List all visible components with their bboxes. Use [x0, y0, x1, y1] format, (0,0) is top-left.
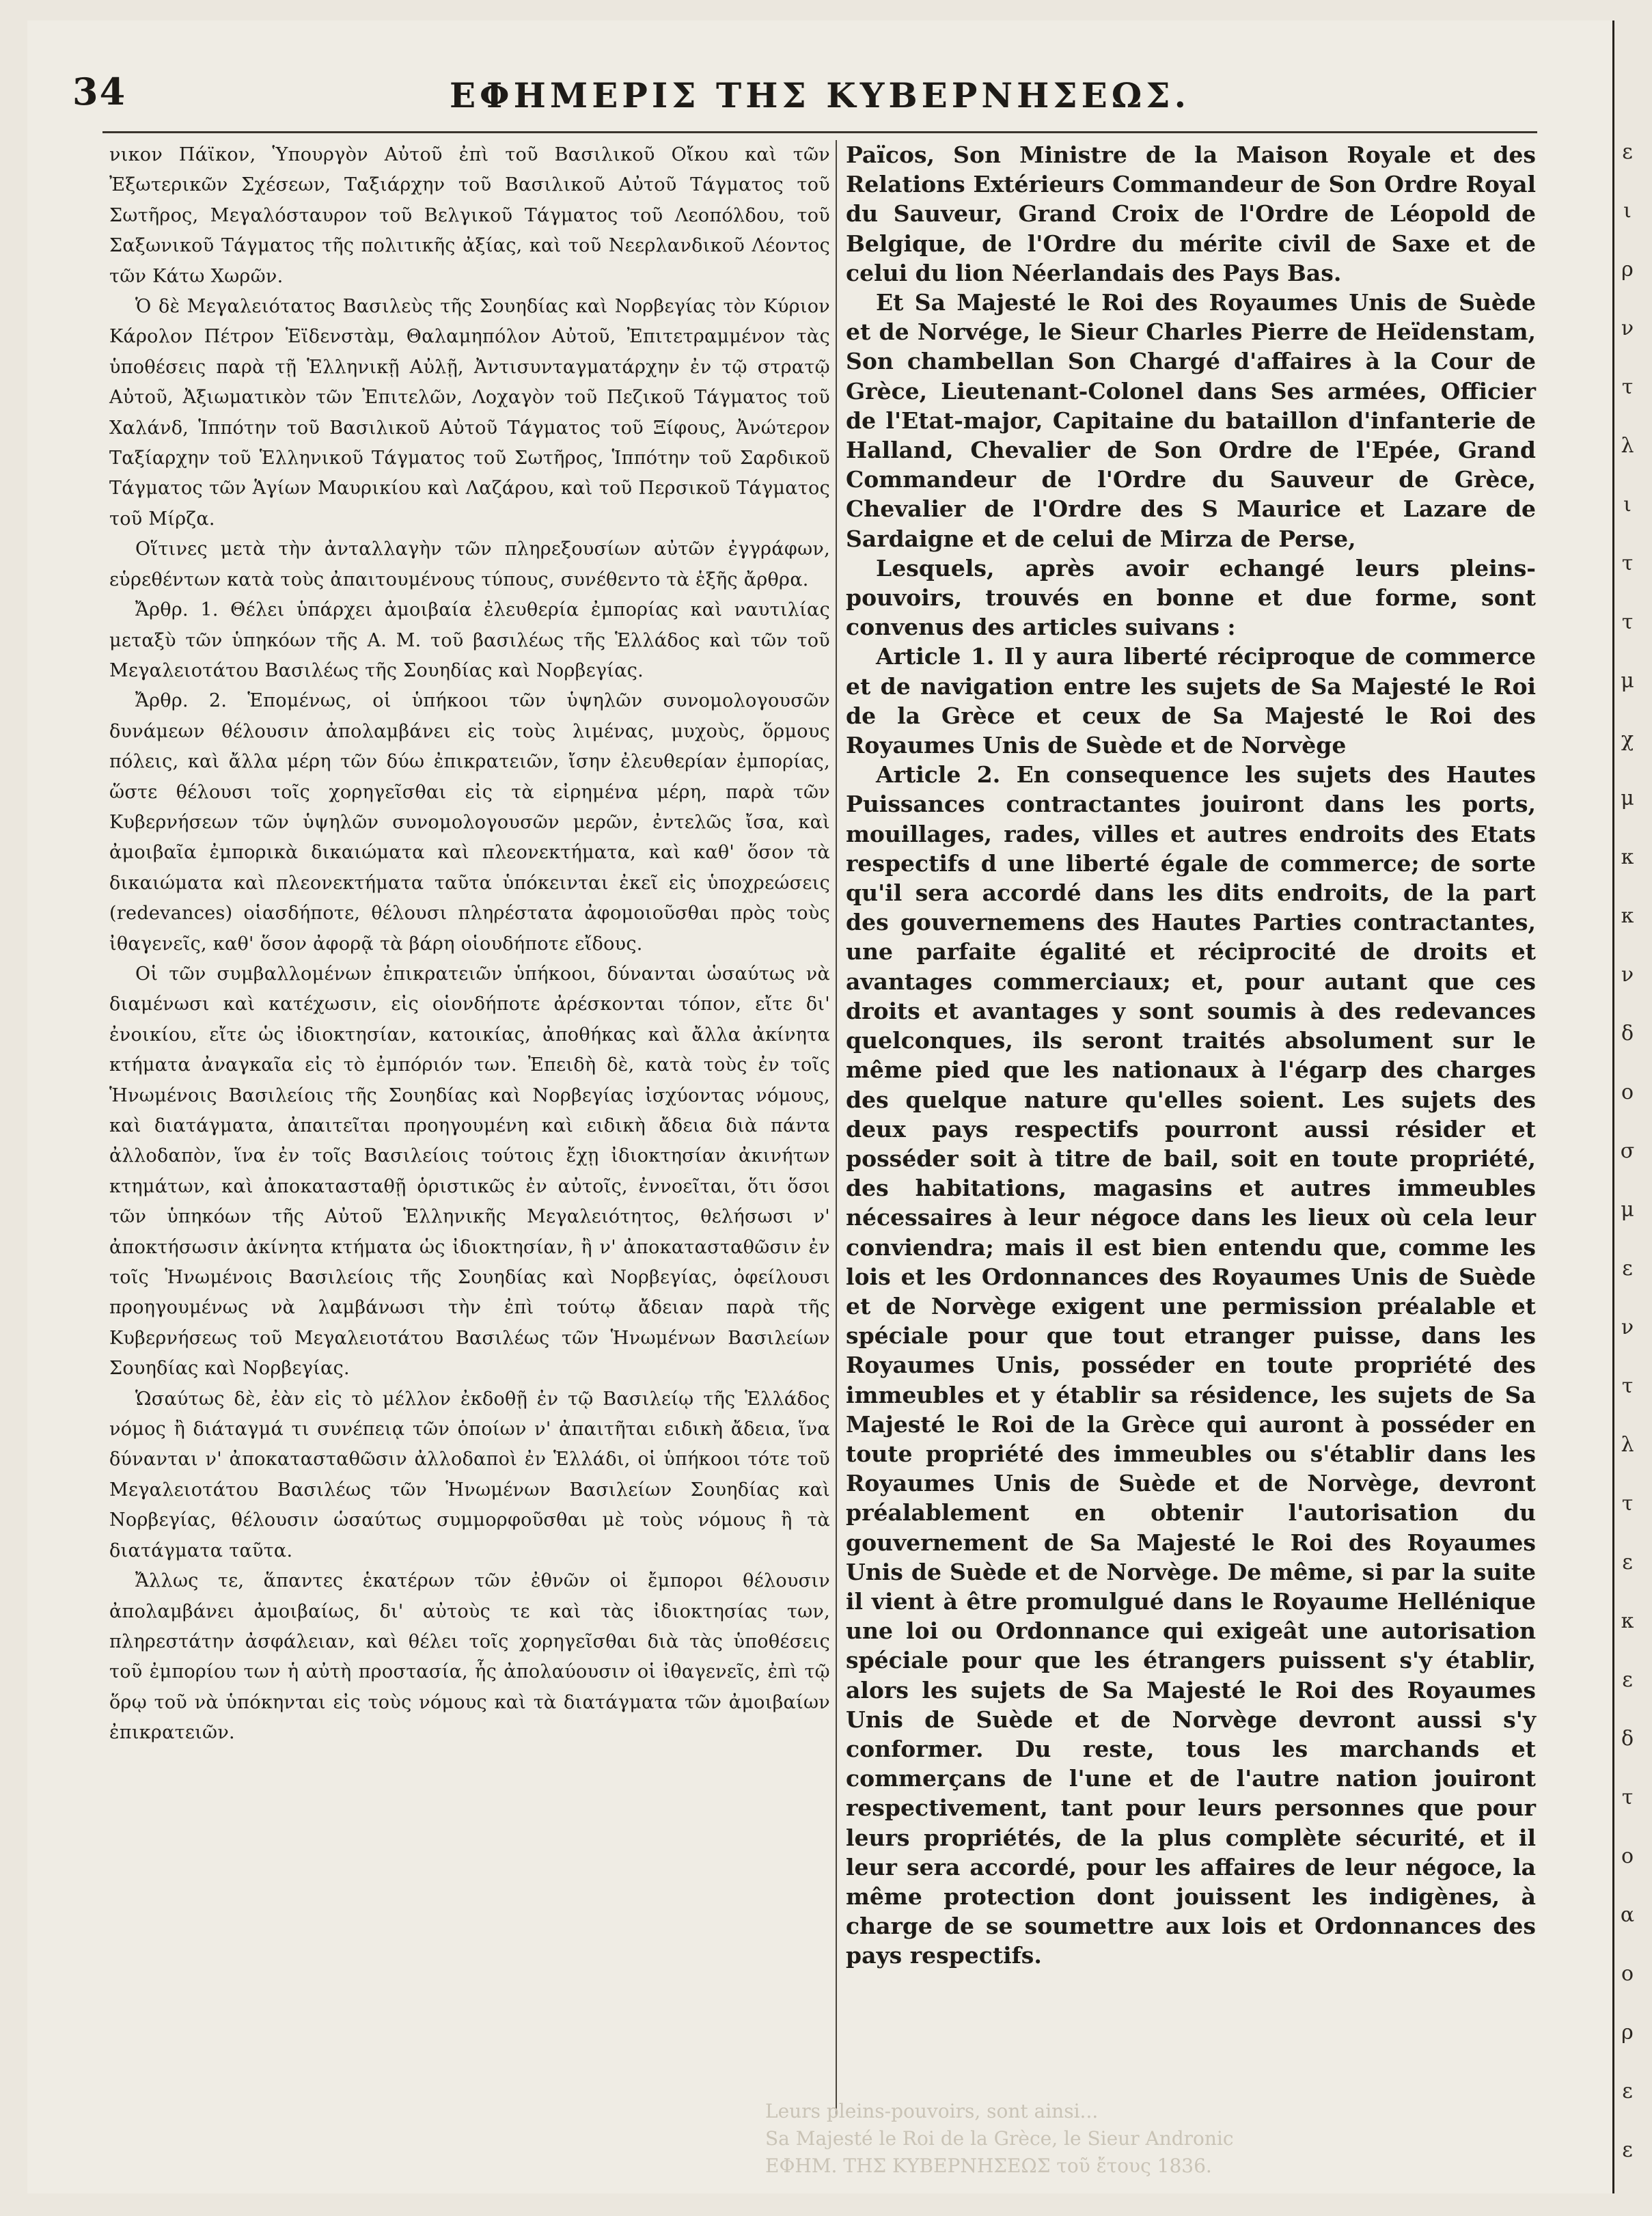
edge-letter: χ — [1621, 728, 1634, 752]
edge-letter: κ — [1621, 1609, 1634, 1633]
edge-letter: τ — [1621, 1374, 1634, 1398]
french-paragraph: Païcos, Son Ministre de la Maison Royale et des Relations Extérieurs Commandeur de Son Ordre Royal du Sauveur, Grand Croix de l'Ordre de Léopold de Belgique, de l'Ordre du mérite civil de Saxe et de celui du lion Néerlandais des Pays Bas. — [846, 141, 1536, 286]
edge-letter: τ — [1621, 375, 1634, 399]
page-number: 34 — [72, 70, 127, 113]
edge-letter: λ — [1621, 434, 1634, 458]
edge-letter: ρ — [1621, 258, 1634, 282]
edge-letter: μ — [1621, 669, 1634, 693]
bleed-through-text — [765, 2098, 1462, 2180]
edge-letter: μ — [1621, 786, 1634, 810]
greek-paragraph: Ἄρθρ. 2. Ἑπομένως, οἱ ὑπήκοοι τῶν ὑψηλῶν συνομολογουσῶν δυνάμεων θέλουσιν ἀπολαμβάνει εἰς τοὺς λιμένας, μυχοὺς, ὅρμους πόλεις, καὶ ἄλλα μέρη τῶν δύω ἐπικρατειῶν, ἴσην ἐλευθερίαν ἐμπορίας, ὥστε θέλουσι τοῖς χορηγεῖσθαι εἰς τὰ εἰρημένα μέρη, παρὰ τῶν Κυβερνήσεων τῶν ὑψηλῶν συνομολογουσῶν μερῶν, ἐντελῶς ἴσα, καὶ ἀμοιβαῖα ἐμπορικὰ δικαιώματα καὶ πλεονεκτήματα, καὶ καθ' ὅσον τὰ δικαιώματα καὶ πλεονεκτήματα ταῦτα ὑπόκεινται ἐκεῖ εἰς ὑποχρεώσεις (redevances) οἱασδήποτε, θέλουσι πληρέστατα ἀφομοιοῦσθαι πρὸς τοὺς ἰθαγενεῖς, καθ' ὅσον ἀφορᾷ τὰ βάρη οἱουδήποτε εἴδους. — [109, 690, 830, 955]
bleed-through-line: Sa Majesté le Roi de la Grèce, le Sieur Andronic — [765, 2127, 1234, 2150]
edge-letter: σ — [1620, 1139, 1635, 1163]
edge-letter: ε — [1622, 1550, 1633, 1574]
edge-letter: ν — [1621, 316, 1634, 340]
greek-paragraph: Ἄλλως τε, ἅπαντες ἑκατέρων τῶν ἐθνῶν οἱ ἔμποροι θέλουσιν ἀπολαμβάνει ἀμοιβαίως, δι' αὐτοὺς τε καὶ τὰς ἰδιοκτησίας των, πληρεστάτην ἀσφάλειαν, καὶ θέλει τοῖς χορηγεῖσθαι διὰ τὰς ὑποθέσεις τοῦ ἐμπορίου των ἡ αὐτὴ προστασία, ἧς ἀπολαύουσιν οἱ ἰθαγενεῖς, ἐπὶ τῷ ὅρῳ τοῦ νὰ ὑπόκηνται εἰς τοὺς νόμους καὶ τὰ διατάγματα τῶν ἀμοιβαίων ἐπικρατειῶν. — [109, 1570, 830, 1744]
edge-letter: ο — [1621, 1962, 1634, 1986]
edge-letter: ο — [1621, 1844, 1634, 1868]
header-rule — [102, 131, 1537, 133]
edge-letter: δ — [1621, 1727, 1634, 1751]
greek-paragraph: νικον Πάϊκον, Ὑπουργὸν Αὐτοῦ ἐπὶ τοῦ Βασιλικοῦ Οἴκου καὶ τῶν Ἐξωτερικῶν Σχέσεων, Ταξιάρχην τοῦ Βασιλικοῦ Αὐτοῦ Τάγματος τοῦ Σωτῆρος, Μεγαλόσταυρον τοῦ Βελγικοῦ Τάγματος τοῦ Λεοπόλδου, τοῦ Σαξωνικοῦ Τάγματος τῆς πολιτικῆς ἀξίας, καὶ τοῦ Νεερλανδικοῦ Λέοντος τῶν Κάτω Χωρῶν. — [109, 144, 830, 287]
edge-letter: ι — [1623, 493, 1632, 517]
column-divider — [836, 140, 837, 2115]
edge-letter: λ — [1621, 1433, 1634, 1457]
bleed-through-line: ΕΦΗΜ. ΤΗΣ ΚΥΒΕΡΝΗΣΕΩΣ τοῦ ἔτους 1836. — [765, 2155, 1212, 2177]
greek-paragraph: Ἄρθρ. 1. Θέλει ὑπάρχει ἀμοιβαία ἐλευθερία ἐμπορίας καὶ ναυτιλίας μεταξὺ τῶν ὑπηκόων τῆς Α. Μ. τοῦ βασιλέως τῆς Ἑλλάδος καὶ τῶν τοῦ Μεγαλειοτάτου Βασιλέως τῆς Σουηδίας καὶ Νορβεγίας. — [109, 599, 830, 681]
gazette-title: ΕΦΗΜΕΡΙΣ ΤΗΣ ΚΥΒΕΡΝΗΣΕΩΣ. — [449, 75, 1191, 115]
edge-letter: κ — [1621, 845, 1634, 869]
french-paragraph: Lesquels, après avoir echangé leurs pleins-pouvoirs, trouvés en bonne et due forme, sont convenus des articles suivans : — [846, 554, 1536, 641]
edge-letter: α — [1620, 1903, 1635, 1927]
next-page-edge — [1614, 123, 1641, 2162]
french-paragraph: Article 2. En consequence les sujets des Hautes Puissances contractantes jouiront dans les ports, mouillages, rades, villes et autres endroits des Etats respectifs d une liberté égale de commerce; de sorte qu'il sera accordé dans les dits endroits, de la part des gouvernemens des Hautes Parties contractantes, une parfaite égalité et réciprocité de droits et avantages commerciaux; et, pour autant que ces droits et avantages y sont soumis à des redevances quelconques, ils seront traités absolument sur le même pied que les nationaux à l'égarp des charges des quelque nature qu'elles soient. Les sujets des deux pays respectifs pourront aussi résider et posséder soit à titre de bail, soit en toute propriété, des habitations, magasins et autres immeubles nécessaires à leur négoce dans les lieux où cela leur conviendra; mais il est bien entendu que, comme les lois et les Ordonnances des Royaumes Unis de Suède et de Norvège exigent une permission préalable et spéciale pour que tout etranger puisse, dans les Royaumes Unis, posséder en toute propriété des immeubles et y établir sa résidence, les sujets de Sa Majesté le Roi de la Grèce qui auront à posséder en toute propriété des immeubles ou s'établir dans les Royaumes Unis de Suède et de Norvège, devront préalablement en obtenir l'autorisation du gouvernement de Sa Majesté le Roi des Royaumes Unis de Suède et de Norvège. De même, si par la suite il vient à être promulgué dans le Royaume Hellénique une loi ou Ordonnance qui exigeât une autorisation spéciale pour que les étrangers puissent s'y établir, alors les sujets de Sa Majesté le Roi des Royaumes Unis de Suède et de Norvège devront aussi s'y conformer. Du reste, tous les marchands et commerçans de l'une et de l'autre nation jouiront respectivement, tant pour leurs personnes que pour leurs propriétés, de la plus complète sécurité, et il leur sera accordé, pour les affaires de leur négoce, la même protection dont jouissent les indigènes, à charge de se soumettre aux lois et Ordonnances des pays respectifs. — [846, 761, 1536, 1969]
edge-letter: ε — [1622, 140, 1633, 164]
edge-letter: ε — [1622, 2079, 1633, 2103]
bleed-through-line: Leurs pleins-pouvoirs, sont ainsi... — [765, 2100, 1099, 2122]
edge-letter: ε — [1622, 2138, 1633, 2162]
french-paragraph: Article 1. Il y aura liberté réciproque de commerce et de navigation entre les sujets de Sa Majesté le Roi de la Grèce et ceux de Sa Majesté le Roi des Royaumes Unis de Suède et de Norvège — [846, 643, 1536, 759]
edge-letter: τ — [1621, 1492, 1634, 1516]
greek-paragraph: Ὡσαύτως δὲ, ἐὰν εἰς τὸ μέλλον ἐκδοθῇ ἐν τῷ Βασιλείῳ τῆς Ἑλλάδος νόμος ἢ διάταγμά τι συνέπειᾳ τῶν ὁποίων ν' ἀπαιτῆται ειδικὴ ἄδεια, ἵνα δύνανται ν' ἀποκατασταθῶσιν ἀλλοδαποὶ ἐν Ἑλλάδι, οἱ ὑπήκοοι τότε τοῦ Μεγαλειοτάτου Βασιλέως τῶν Ἡνωμένων Βασιλείων Σουηδίας καὶ Νορβεγίας, θέλουσιν ὡσαύτως συμμορφοῦσθαι μὲ τοὺς νόμους ἢ τὰ διατάγματα ταῦτα. — [109, 1388, 830, 1561]
edge-letter: ν — [1621, 963, 1634, 987]
edge-letter: ε — [1622, 1668, 1633, 1692]
edge-letter: τ — [1621, 610, 1634, 634]
greek-paragraph: Οἵτινες μετὰ τὴν ἀνταλλαγὴν τῶν πληρεξουσίων αὐτῶν ἐγγράφων, εὑρεθέντων κατὰ τοὺς ἀπαιτουμένους τύπους, συνέθεντο τὰ ἑξῆς ἄρθρα. — [109, 538, 830, 590]
edge-letter: τ — [1621, 551, 1634, 575]
greek-paragraph: Οἱ τῶν συμβαλλομένων ἐπικρατειῶν ὑπήκοοι, δύνανται ὡσαύτως νὰ διαμένωσι καὶ κατέχωσιν, εἰς οἱονδήποτε ἀρέσκονται τόπον, εἴτε δι' ἐνοικίου, εἴτε ὡς ἰδιοκτησίαν, κατοικίας, ἀποθήκας καὶ ἄλλα ἀκίνητα κτήματα ἀναγκαῖα εἰς τὸ ἐμπόριόν των. Ἐπειδὴ δὲ, κατὰ τοὺς ἐν τοῖς Ἡνωμένοις Βασιλείοις τῆς Σουηδίας καὶ Νορβεγίας ἰσχύοντας νόμους, καὶ διατάγματα, ἀπαιτεῖται προηγουμένη καὶ ειδικὴ ἄδεια διὰ πάντα ἀλλοδαπὸν, ἵνα ἐν τοῖς Βασιλείοις τούτοις ἔχῃ ἰδιοκτησίαν ἀκινήτων κτημάτων, καὶ ἀποκατασταθῇ ὁριστικῶς ἐν αὐτοῖς, ἐννοεῖται, ὅτι ὅσοι τῶν ὑπηκόων τῆς Αὐτοῦ Ἑλληνικῆς Μεγαλειότητος, θελήσωσι ν' ἀποκτήσωσιν ἀκίνητα κτήματα ὡς ἰδιοκτησίαν, ἢ ν' ἀποκατασταθῶσιν ἐν τοῖς Ἡνωμένοις Βασιλείοις τῆς Σουηδίας καὶ Νορβεγίας, ὀφείλουσι προηγουμένως νὰ λαμβάνωσι τὴν ἐπὶ τούτῳ ἄδειαν παρὰ τῆς Κυβερνήσεως τοῦ Μεγαλειοτάτου Βασιλέως τῶν Ἡνωμένων Βασιλείων Σουηδίας καὶ Νορβεγίας. — [109, 963, 830, 1380]
edge-letter: κ — [1621, 904, 1634, 928]
french-column — [846, 140, 1536, 2163]
edge-letter: ν — [1621, 1315, 1634, 1339]
edge-letter: τ — [1621, 1786, 1634, 1809]
edge-letter: δ — [1621, 1022, 1634, 1045]
edge-letter: ι — [1623, 199, 1632, 223]
edge-letter: ε — [1622, 1257, 1633, 1281]
greek-column — [109, 140, 830, 2163]
greek-paragraph: Ὁ δὲ Μεγαλειότατος Βασιλεὺς τῆς Σουηδίας καὶ Νορβεγίας τὸν Κύριον Κάρολον Πέτρον Ἑϊδενστὰμ, Θαλαμηπόλον Αὐτοῦ, Ἐπιτετραμμένον τὰς ὑποθέσεις παρὰ τῇ Ἑλληνικῇ Αὐλῇ, Ἀντισυνταγματάρχην ἐν τῷ στρατῷ Αὐτοῦ, Ἀξιωματικὸν τῶν Ἐπιτελῶν, Λοχαγὸν τοῦ Πεζικοῦ Τάγματος τοῦ Χαλάνδ, Ἱππότην τοῦ Βασιλικοῦ Αὐτοῦ Τάγματος τοῦ Ξίφους, Ἀνώτερον Ταξίαρχην τοῦ Ἑλληνικοῦ Τάγματος τοῦ Σωτῆρος, Ἱππότην τοῦ Σαρδικοῦ Τάγματος τῶν Ἁγίων Μαυρικίου καὶ Λαζάρου, καὶ τοῦ Περσικοῦ Τάγματος τοῦ Μίρζα. — [109, 296, 830, 530]
french-paragraph: Et Sa Majesté le Roi des Royaumes Unis de Suède et de Norvége, le Sieur Charles Pierre de Heïdenstam, Son chambellan Son Chargé d'affaires à la Cour de Grèce, Lieutenant-Colonel dans Ses armées, Officier de l'Etat-major, Capitaine du bataillon d'infanterie de Halland, Chevalier de Son Ordre de l'Epée, Grand Commandeur de l'Ordre du Sauveur de Grèce, Chevalier de l'Ordre des S Maurice et Lazare de Sardaigne et de celui de Mirza de Perse, — [846, 289, 1536, 552]
edge-letter: μ — [1621, 1198, 1634, 1222]
newspaper-page — [27, 20, 1614, 2193]
edge-letter: ο — [1621, 1080, 1634, 1104]
edge-letter: ρ — [1621, 2021, 1634, 2044]
